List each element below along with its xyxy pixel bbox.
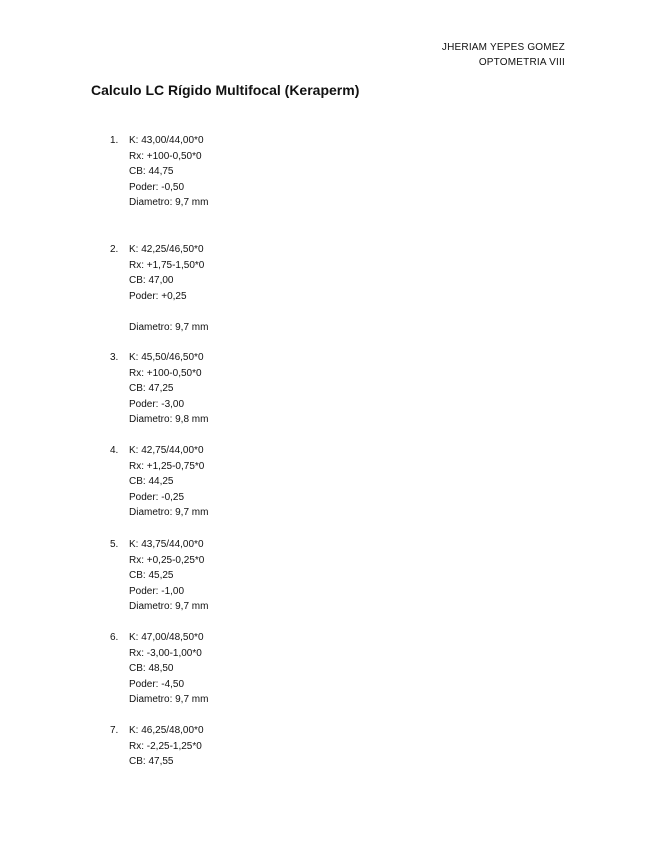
author-name: JHERIAM YEPES GOMEZ xyxy=(441,42,565,53)
cb-value: CB: 48,50 xyxy=(129,663,174,674)
item-number: 4. xyxy=(110,445,119,456)
k-value: K: 43,75/44,00*0 xyxy=(129,539,204,550)
poder-value: Poder: +0,25 xyxy=(129,290,187,302)
cb-value: CB: 47,00 xyxy=(129,275,174,286)
item-number: 6. xyxy=(110,632,119,643)
k-value: K: 42,75/44,00*0 xyxy=(129,445,204,456)
poder-value: Poder: -1,00 xyxy=(129,585,185,597)
k-value: K: 46,25/48,00*0 xyxy=(129,725,204,736)
page-header xyxy=(442,40,565,70)
blank-line xyxy=(129,304,208,320)
rx-value: Rx: +0,25-0,25*0 xyxy=(129,554,205,566)
cb-value: CB: 44,25 xyxy=(129,476,174,487)
rx-value: Rx: -3,00-1,00*0 xyxy=(129,647,202,659)
rx-value: Rx: +1,75-1,50*0 xyxy=(129,259,205,271)
item-number: 2. xyxy=(110,244,119,255)
cb-value: CB: 45,25 xyxy=(129,570,174,581)
rx-value: Rx: +100-0,50*0 xyxy=(129,367,202,379)
document-title: Calculo LC Rígido Multifocal (Keraperm) xyxy=(91,82,360,98)
k-value: K: 45,50/46,50*0 xyxy=(129,352,204,363)
course-name: OPTOMETRIA VIII xyxy=(478,57,565,68)
diametro-value: Diametro: 9,7 mm xyxy=(129,694,209,705)
poder-value: Poder: -4,50 xyxy=(129,678,185,690)
item-number: 7. xyxy=(110,725,119,736)
cb-value: CB: 47,55 xyxy=(129,756,174,767)
diametro-value: Diametro: 9,7 mm xyxy=(129,507,209,518)
rx-value: Rx: +1,25-0,75*0 xyxy=(129,460,205,472)
poder-value: Poder: -3,00 xyxy=(129,398,185,410)
rx-value: Rx: -2,25-1,25*0 xyxy=(129,740,202,752)
diametro-value: Diametro: 9,7 mm xyxy=(129,601,209,612)
k-value: K: 42,25/46,50*0 xyxy=(129,244,204,255)
poder-value: Poder: -0,50 xyxy=(129,181,185,193)
item-number: 5. xyxy=(110,539,119,550)
poder-value: Poder: -0,25 xyxy=(129,491,185,503)
diametro-value: Diametro: 9,7 mm xyxy=(129,321,209,333)
cb-value: CB: 44,75 xyxy=(129,166,174,177)
diametro-value: Diametro: 9,8 mm xyxy=(129,414,209,425)
k-value: K: 47,00/48,50*0 xyxy=(129,632,204,643)
k-value: K: 43,00/44,00*0 xyxy=(129,135,204,146)
rx-value: Rx: +100-0,50*0 xyxy=(129,150,202,162)
diametro-value: Diametro: 9,7 mm xyxy=(129,197,209,208)
item-number: 1. xyxy=(110,135,119,146)
cb-value: CB: 47,25 xyxy=(129,383,174,394)
item-number: 3. xyxy=(110,352,119,363)
